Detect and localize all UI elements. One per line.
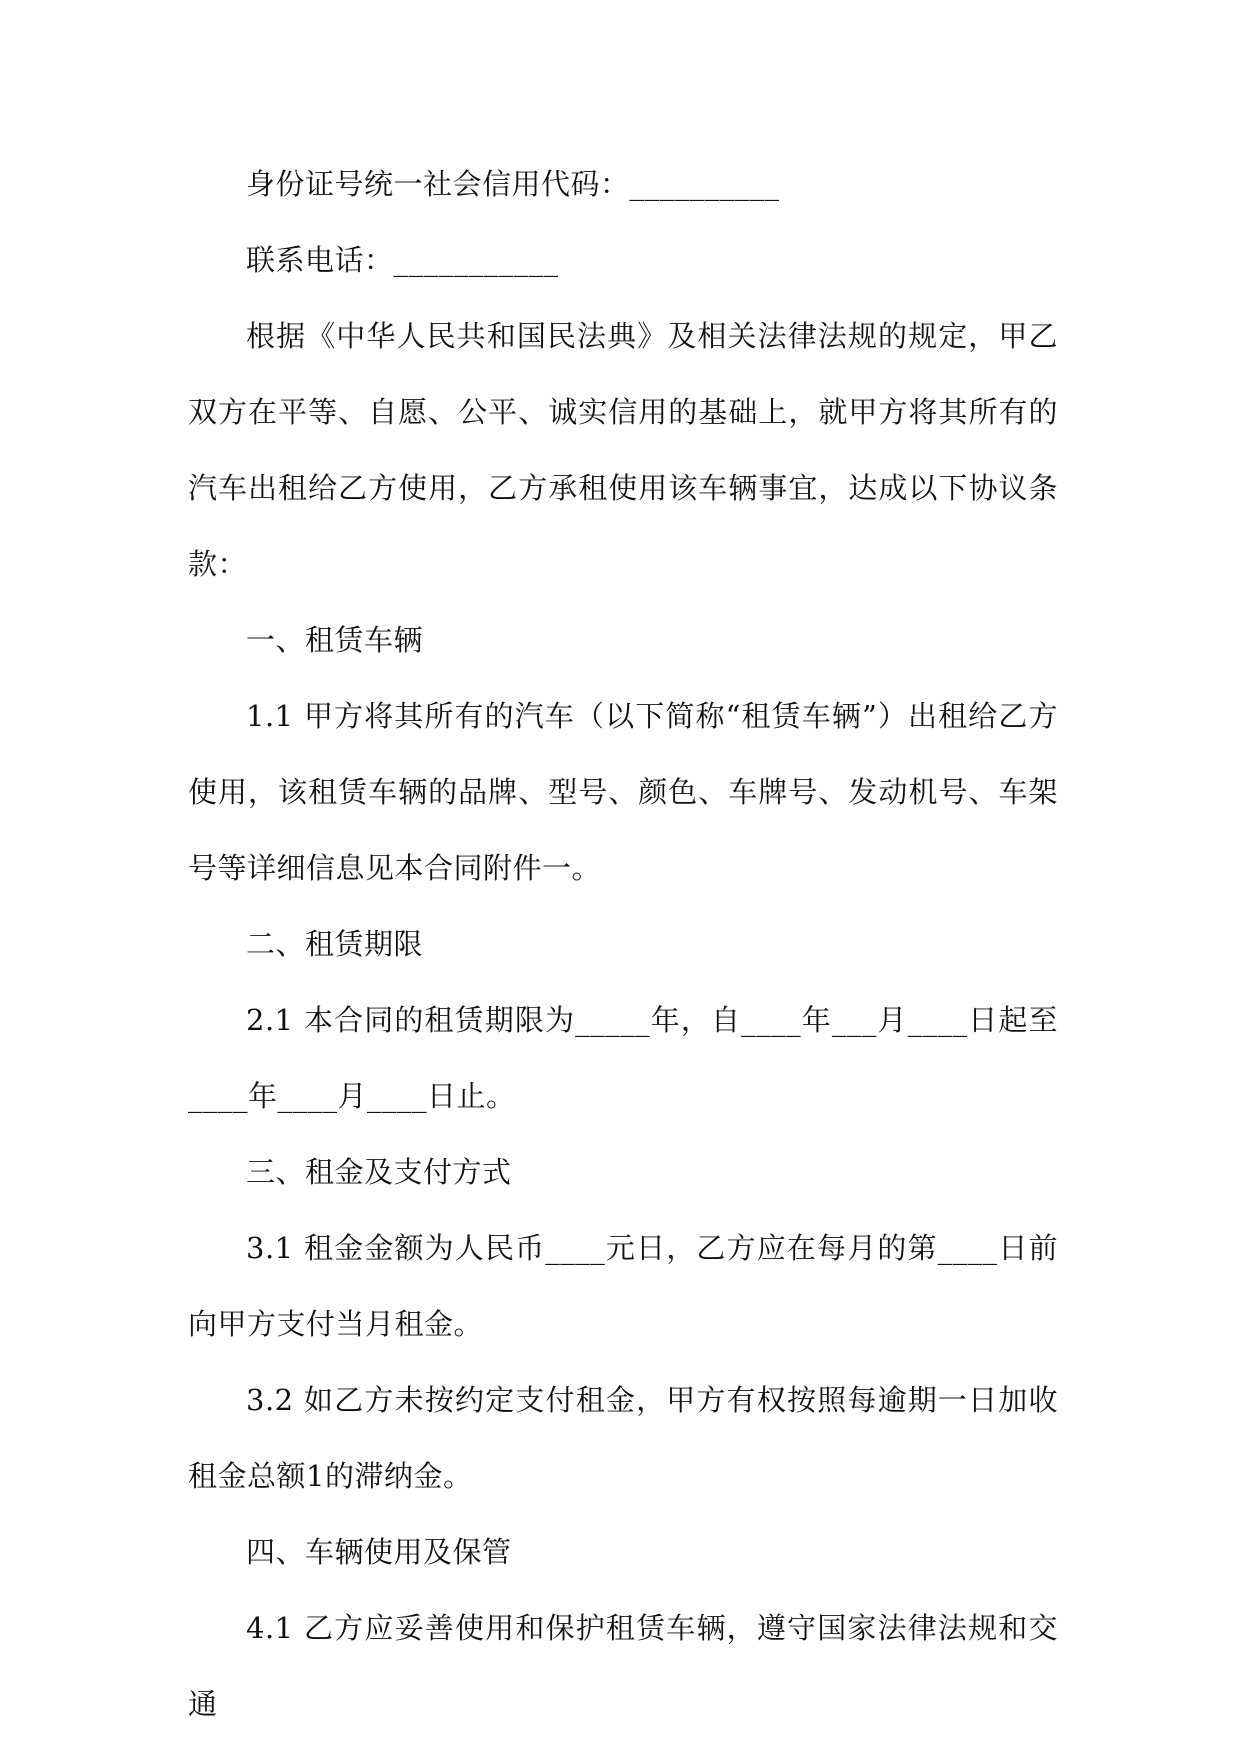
clause-2-1: 2.1 本合同的租赁期限为_____年，自____年___月____日起至____年____月____日止。 — [188, 1003, 1058, 1113]
section-heading-term: 二、租赁期限 — [246, 927, 424, 961]
clause-3-1: 3.1 租金金额为人民币____元日，乙方应在每月的第____日前向甲方支付当月租金。 — [188, 1231, 1058, 1341]
section-heading-rent: 三、租金及支付方式 — [246, 1155, 512, 1189]
document-body — [188, 146, 1058, 1742]
section-heading-vehicle: 一、租赁车辆 — [246, 623, 424, 657]
id-code-line: 身份证号统一社会信用代码：__________ — [246, 167, 780, 201]
intro-paragraph: 根据《中华人民共和国民法典》及相关法律法规的规定，甲乙双方在平等、自愿、公平、诚实信用的基础上，就甲方将其所有的汽车出租给乙方使用，乙方承租使用该车辆事宜，达成以下协议条款： — [188, 319, 1058, 581]
clause-3-2: 3.2 如乙方未按约定支付租金，甲方有权按照每逾期一日加收租金总额1的滞纳金。 — [188, 1383, 1058, 1493]
section-heading-usage: 四、车辆使用及保管 — [246, 1535, 512, 1569]
clause-1-1: 1.1 甲方将其所有的汽车（以下简称“租赁车辆”）出租给乙方使用，该租赁车辆的品牌、型号、颜色、车牌号、发动机号、车架号等详细信息见本合同附件一。 — [188, 699, 1058, 885]
clause-4-1: 4.1 乙方应妥善使用和保护租赁车辆，遵守国家法律法规和交通 — [188, 1611, 1058, 1721]
phone-line: 联系电话：___________ — [246, 243, 559, 277]
